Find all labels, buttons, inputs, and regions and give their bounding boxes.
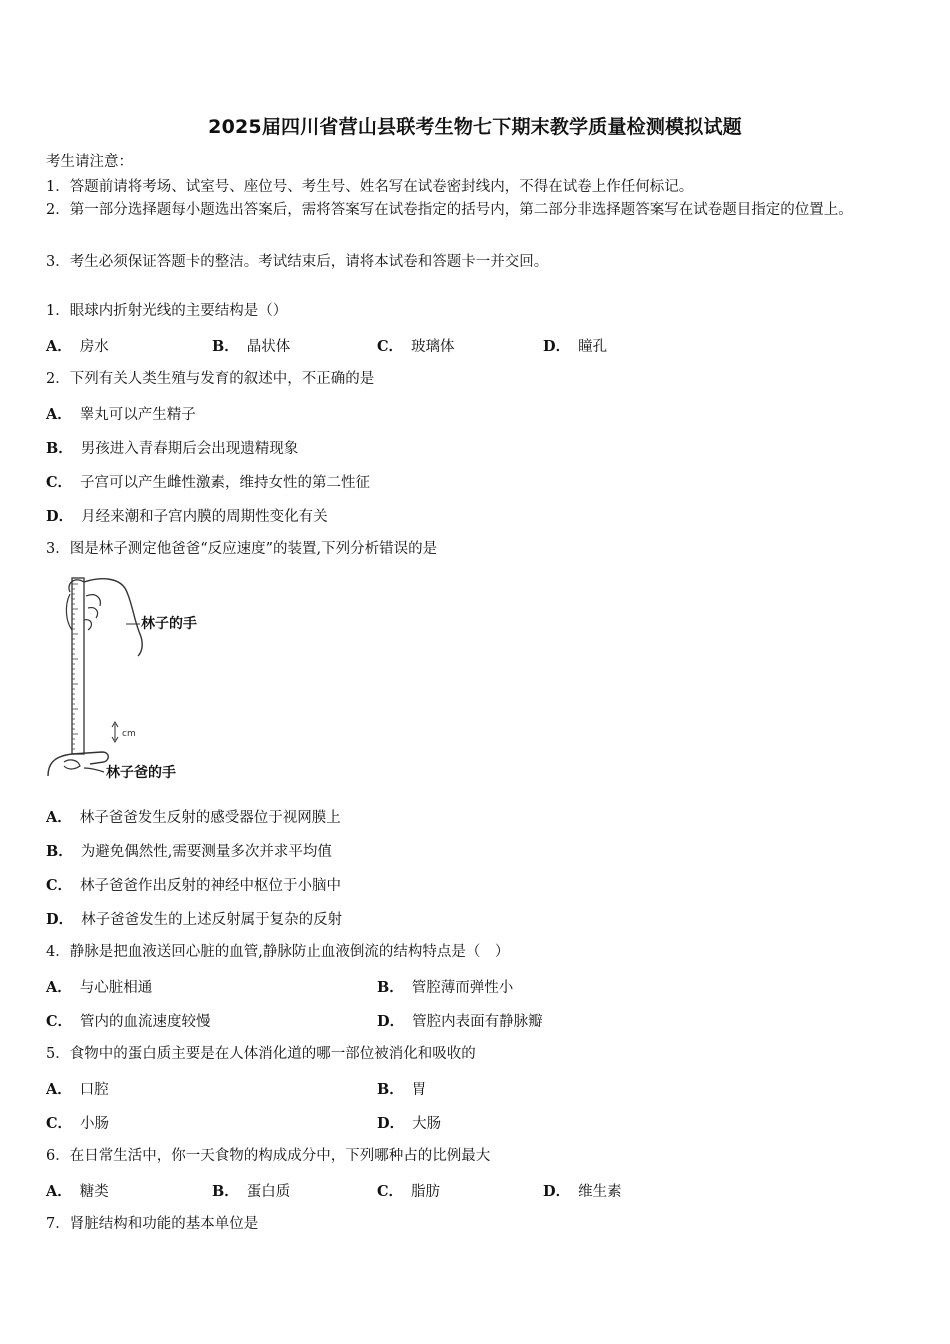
q4-option-a[interactable]: [46, 976, 152, 997]
option-text: 林子爸爸发生的上述反射属于复杂的反射: [81, 912, 343, 928]
option-text: 玻璃体: [411, 339, 455, 355]
option-key: B．: [377, 1081, 404, 1098]
option-key: B．: [46, 440, 73, 457]
option-key: A．: [46, 338, 72, 355]
option-text: 晶状体: [246, 339, 291, 355]
option-key: C．: [46, 474, 73, 491]
option-text: 小肠: [80, 1116, 110, 1132]
q3-option-d[interactable]: [46, 908, 342, 929]
q2-option-c[interactable]: [46, 471, 370, 492]
q5-option-b[interactable]: [377, 1078, 426, 1099]
q6-option-a[interactable]: [46, 1180, 109, 1201]
option-key: D．: [377, 1115, 405, 1132]
option-key: C．: [46, 1115, 73, 1132]
question-3-stem: 3．图是林子测定他爸爸“反应速度”的装置,下列分析错误的是: [46, 541, 438, 557]
option-text: 男孩进入青春期后会出现遗精现象: [80, 441, 299, 457]
q1-option-c[interactable]: [377, 335, 455, 356]
question-7-stem: 7．肾脏结构和功能的基本单位是: [46, 1216, 259, 1232]
q1-option-a[interactable]: [46, 335, 109, 356]
option-text: 林子爸爸发生反射的感受器位于视网膜上: [79, 810, 341, 826]
option-text: 管腔薄而弹性小: [411, 980, 514, 996]
exam-title: 2025届四川省营山县联考生物七下期末教学质量检测模拟试题: [208, 116, 742, 138]
option-text: 管内的血流速度较慢: [80, 1014, 211, 1030]
option-key: A．: [46, 809, 72, 826]
question-6-stem: 6．在日常生活中，你一天食物的构成成分中，下列哪种占的比例最大: [46, 1148, 491, 1164]
q3-option-a[interactable]: [46, 806, 341, 827]
q6-option-c[interactable]: [377, 1180, 440, 1201]
option-key: B．: [46, 843, 73, 860]
option-text: 维生素: [578, 1184, 622, 1200]
option-key: A．: [46, 1183, 72, 1200]
q6-option-d[interactable]: [543, 1180, 622, 1201]
q1-option-b[interactable]: [212, 335, 290, 356]
question-1-stem: 1．眼球内折射光线的主要结构是（）: [46, 303, 288, 319]
q1-option-d[interactable]: [543, 335, 607, 356]
notice-item-2: 2．第一部分选择题每小题选出答案后，需将答案写在试卷指定的括号内，第二部分非选择题答案写在试卷题目指定的位置上。: [46, 202, 853, 218]
option-key: D．: [46, 911, 74, 928]
option-text: 房水: [79, 339, 109, 355]
option-key: D．: [46, 508, 74, 525]
option-text: 脂肪: [411, 1184, 441, 1200]
option-key: D．: [377, 1013, 405, 1030]
option-text: 蛋白质: [246, 1184, 291, 1200]
option-text: 月经来潮和子宫内膜的周期性变化有关: [81, 509, 328, 525]
option-text: 为避免偶然性,需要测量多次并求平均值: [80, 844, 332, 860]
q3-option-b[interactable]: [46, 840, 332, 861]
option-text: 管腔内表面有静脉瓣: [412, 1014, 543, 1030]
option-key: A．: [46, 979, 72, 996]
notice-item-1: 1．答题前请将考场、试室号、座位号、考生号、姓名写在试卷密封线内，不得在试卷上作任何标记。: [46, 179, 694, 195]
q5-option-a[interactable]: [46, 1078, 109, 1099]
option-text: 大肠: [412, 1116, 442, 1132]
q4-option-b[interactable]: [377, 976, 513, 997]
figure-unit-label: cm: [122, 729, 136, 739]
option-key: D．: [543, 338, 571, 355]
option-key: C．: [46, 1013, 73, 1030]
q5-option-d[interactable]: [377, 1112, 441, 1133]
option-key: C．: [377, 338, 404, 355]
question-2-stem: 2．下列有关人类生殖与发育的叙述中，不正确的是: [46, 371, 375, 387]
option-key: B．: [377, 979, 404, 996]
q6-option-b[interactable]: [212, 1180, 290, 1201]
q3-option-c[interactable]: [46, 874, 341, 895]
option-key: B．: [212, 1183, 239, 1200]
q2-option-a[interactable]: [46, 403, 196, 424]
figure-label-bottom: 林子爸的手: [106, 765, 176, 781]
option-key: D．: [543, 1183, 571, 1200]
q2-option-b[interactable]: [46, 437, 298, 458]
reaction-ruler-figure: [44, 572, 244, 787]
option-key: C．: [377, 1183, 404, 1200]
option-key: A．: [46, 1081, 72, 1098]
q4-option-c[interactable]: [46, 1010, 211, 1031]
notice-heading: 考生请注意：: [46, 154, 133, 170]
option-text: 胃: [411, 1082, 427, 1098]
question-4-stem: 4．静脉是把血液送回心脏的血管,静脉防止血液倒流的结构特点是（ ）: [46, 944, 510, 960]
q4-option-d[interactable]: [377, 1010, 543, 1031]
option-text: 与心脏相通: [79, 980, 153, 996]
q5-option-c[interactable]: [46, 1112, 109, 1133]
option-text: 睾丸可以产生精子: [79, 407, 196, 423]
option-key: B．: [212, 338, 239, 355]
option-text: 林子爸爸作出反射的神经中枢位于小脑中: [80, 878, 342, 894]
option-text: 糖类: [79, 1184, 109, 1200]
q2-option-d[interactable]: [46, 505, 328, 526]
notice-item-3: 3．考生必须保证答题卡的整洁。考试结束后，请将本试卷和答题卡一并交回。: [46, 254, 549, 270]
option-key: C．: [46, 877, 73, 894]
question-5-stem: 5．食物中的蛋白质主要是在人体消化道的哪一部位被消化和吸收的: [46, 1046, 476, 1062]
option-text: 子宫可以产生雌性激素，维持女性的第二性征: [80, 475, 371, 491]
option-text: 瞳孔: [578, 339, 608, 355]
option-text: 口腔: [79, 1082, 109, 1098]
figure-label-top: 林子的手: [141, 616, 197, 632]
option-key: A．: [46, 406, 72, 423]
